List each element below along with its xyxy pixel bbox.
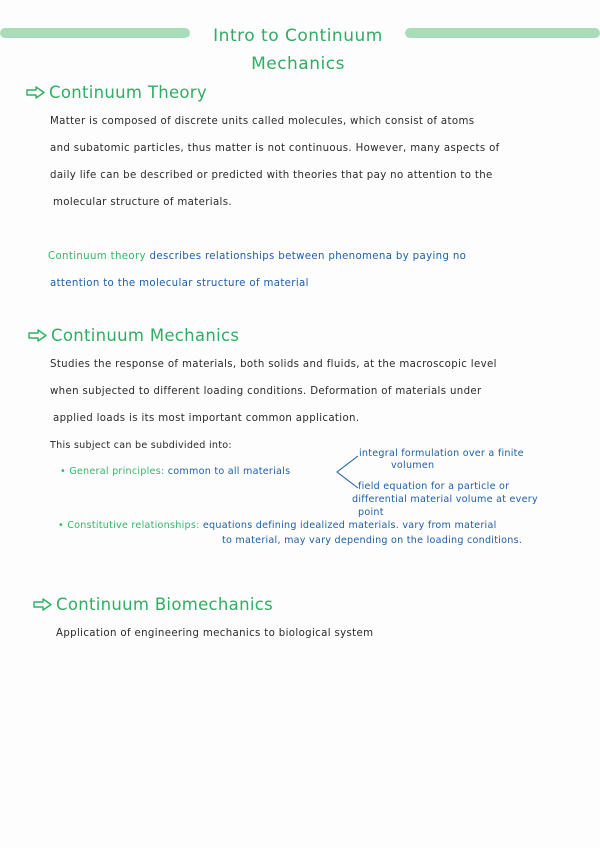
paragraph-line: Application of engineering mechanics to biological system: [56, 628, 374, 639]
branch-field-cont: differential material volume at every: [352, 494, 538, 505]
arrow-right-icon: [33, 598, 52, 611]
definition-text: describes relationships between phenomena by paying no: [149, 251, 467, 262]
paragraph-line: and subatomic particles, thus matter is not continuous. However, many aspects of: [50, 143, 500, 154]
section-heading-text: Continuum Mechanics: [51, 326, 240, 345]
page-title-line1: Intro to Continuum: [213, 26, 383, 46]
branch-brace: [334, 452, 360, 494]
branch-integral: integral formulation over a finite: [359, 448, 524, 459]
bullet-value: common to all materials: [167, 466, 291, 477]
section-heading-text: Continuum Theory: [49, 83, 207, 102]
branch-field-cont: point: [358, 507, 384, 518]
branch-field: field equation for a particle or: [358, 481, 510, 492]
section-heading-continuum-mechanics: [28, 326, 239, 345]
bullet-constitutive: [58, 520, 496, 531]
definition-term: Continuum theory: [48, 251, 146, 262]
paragraph-line: molecular structure of materials.: [53, 197, 232, 208]
section-heading-continuum-theory: [26, 83, 207, 102]
bullet-label: • Constitutive relationships:: [58, 520, 200, 531]
branch-integral-cont: volumen: [391, 460, 435, 471]
page-title-line2: Mechanics: [251, 54, 345, 74]
definition-line-2: attention to the molecular structure of material: [50, 278, 309, 289]
definition-line-1: [48, 251, 466, 262]
bullet-label: • General principles:: [60, 466, 165, 477]
arrow-right-icon: [28, 329, 47, 342]
bullet-value: equations defining idealized materials. vary from material: [202, 520, 497, 531]
paragraph-line: daily life can be described or predicted with theories that pay no attention to the: [50, 170, 493, 181]
arrow-right-icon: [26, 86, 45, 99]
section-heading-continuum-biomechanics: [33, 595, 273, 614]
paragraph-line: Studies the response of materials, both solids and fluids, at the macroscopic level: [50, 359, 497, 370]
paragraph-line: Matter is composed of discrete units called molecules, which consist of atoms: [50, 116, 475, 127]
section-heading-text: Continuum Biomechanics: [56, 595, 273, 614]
bullet-value-cont: to material, may vary depending on the loading conditions.: [222, 535, 523, 546]
paragraph-line: applied loads is its most important common application.: [53, 413, 360, 424]
paragraph-line: when subjected to different loading conditions. Deformation of materials under: [50, 386, 482, 397]
bullet-general-principles: [60, 466, 290, 477]
subdivide-intro: This subject can be subdivided into:: [50, 440, 232, 451]
